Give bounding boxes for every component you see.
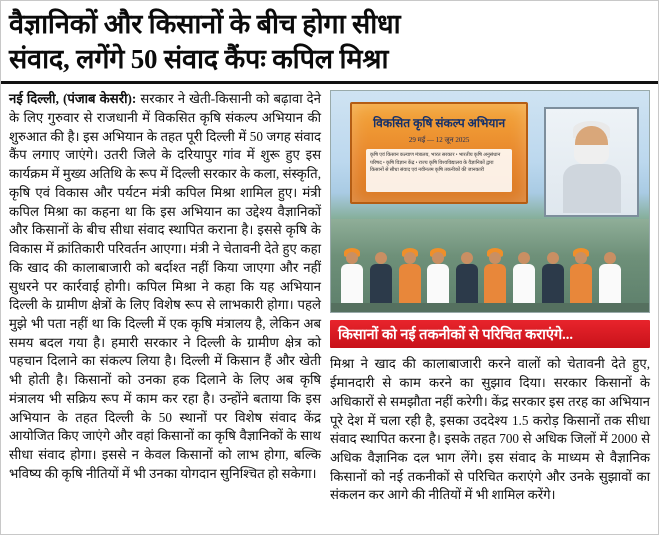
person-head [404, 252, 416, 264]
right-column [330, 90, 650, 505]
person-head [375, 252, 387, 264]
lede-text: सरकार ने खेती-किसानी को बढ़ावा देने के लिए गुरुवार से राजधानी में विकसित कृषि संकल्प अभियान की शुरुआत की है। इस अभियान के तहत पूरी दिल्ली में 50 जगह संवाद कैंप लगाए जाएंगे। उतरी जिले के दरियापुर गांव में शुरू हुए इस कार्यक्रम में मुख्य अतिथि के रूप में दिल्ली सरकार के कला, संस्कृति, कृषि एवं विकास और पर्यटन मंत्री कपिल मिश्रा शामिल हुए। मंत्री कपिल मिश्रा का कहना था कि इस अभियान का उद्देश्य वैज्ञानिकों और किसानों के बीच सीधा संवाद स्थापित कराना है। इससे कृषि के विकास में क्रांतिकारी परिवर्तन आएगा। मंत्री ने चेतावनी देते हुए कहा कि खाद की कालाबाजारी को बर्दाश्त नहीं किया जाएगा और नहीं सुधरने पर कार्रवाई होगी। कपिल मिश्रा ने कहा कि यह अभियान दिल्ली के ग्रामीण क्षेत्रों के लिए विशेष रूप से लाभकारी होगा। पहले मुझे भी पता नहीं था कि दिल्ली में एक कृषि मंत्रालय है, लेकिन अब समय बदल गया है। हमारी सरकार ने दिल्ली के ग्रामीण क्षेत्र को पहचान दिलाने का संकल्प लिया है। दिल्ली में किसान हैं और खेती भी होती है। किसानों को उनका हक दिलाने के लिए अब कृषि मंत्रालय भी सक्रिय रूप में काम कर रहा है। उन्होंने बताया कि इस अभियान के तहत दिल्ली के 50 स्थानों पर विशेष संवाद केंद्र आयोजित किए जाएंगे और वहां किसानों का कृषि वैज्ञानिकों के साथ सीधा संवाद होगा। इससे न केवल किसानों को लाभ होगा, बल्कि भविष्य की कृषि नीतियों में भी उनका योगदान सुनिश्चित हो सकेगा। [9, 91, 322, 481]
person-figure [538, 252, 568, 310]
person-head [432, 252, 444, 264]
event-photo [330, 90, 650, 313]
person-figure [337, 252, 367, 310]
headline-block [1, 1, 658, 84]
sidebar-subhead: किसानों को नई तकनीकों से परिचित कराएंगे... [330, 320, 650, 349]
person-head [604, 252, 616, 264]
person-figure [366, 252, 396, 310]
person-figure [423, 252, 453, 310]
dateline: नई दिल्ली, [9, 91, 59, 107]
article-body [1, 84, 658, 513]
banner-subtitle: 29 मई — 12 जून 2025 [408, 136, 470, 145]
person-head [518, 252, 530, 264]
person-head [575, 252, 587, 264]
person-figure [509, 252, 539, 310]
left-column [9, 90, 321, 505]
person-head [461, 252, 473, 264]
person-figure [595, 252, 625, 310]
person-figure [566, 252, 596, 310]
crowd-area [331, 219, 649, 312]
headline-line-1: वैज्ञानिकों और किसानों के बीच होगा सीधा [9, 9, 401, 39]
person-figure [395, 252, 425, 310]
person-figure [452, 252, 482, 310]
stage-banner [350, 102, 528, 203]
portrait-body [563, 164, 621, 213]
person-figure [480, 252, 510, 310]
stage-front-edge [331, 303, 649, 311]
portrait-beard [574, 145, 609, 166]
headline-line-2: संवाद, लगेंगे 50 संवाद कैंपः कपिल मिश्रा [9, 44, 389, 75]
sidebar-body: मिश्रा ने खाद की कालाबाजारी करने वालों को चेतावनी देते हुए, ईमानदारी से काम करने का सुझाव दिया। सरकार किसानों के अधिकारों से समझौता नहीं करेगी। केंद्र सरकार इस तरह का अभियान पूरे देश में चला रही है, इसका उददेश्य 1.5 करोड़ किसानों तक सीधा संवाद स्थापित करना है। इसके तहत 700 से अधिक जिलों में 2000 से अधिक वैज्ञानिक दल भाग लेंगे। इस संवाद के माध्यम से वैज्ञानिक किसानों को नई तकनीकों से परिचित कराएंगे और उनके सुझावों का संकलन कर आगे की नीतियों में भी शामिल करेंगे। [330, 356, 650, 503]
source-credit: (पंजाब केसरी): [62, 91, 137, 107]
banner-body-text: कृषि एवं किसान कल्याण मंत्रालय, भारत सरकार • भारतीय कृषि अनुसंधान परिषद • कृषि विज्ञान केंद्र • राज्य कृषि विश्वविद्यालय के वैज्ञानिकों द्वारा किसानों से सीधा संवाद एवं नवीनतम कृषि तकनीकों की जानकारी [366, 149, 512, 192]
display-screen [544, 107, 639, 217]
person-head [489, 252, 501, 264]
banner-title: विकसित कृषि संकल्प अभियान [373, 115, 506, 130]
page-title [9, 7, 650, 77]
person-head [547, 252, 559, 264]
person-head [346, 252, 358, 264]
lede-paragraph [9, 90, 321, 483]
